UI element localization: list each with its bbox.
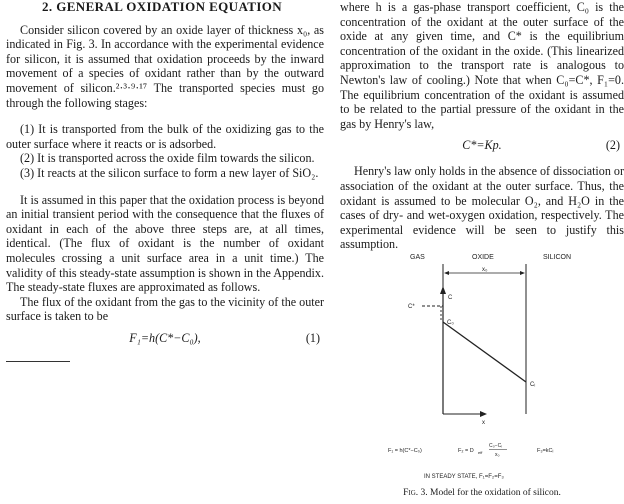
figure-caption-text: Model for the oxidation of silicon. [430,488,561,498]
figure-caption-label: Fig. 3. [403,488,428,498]
footnote-rule [6,361,70,362]
stage-1: (1) It is transported from the bulk of the oxidizing gas to the outer surface where it reacts or is adsorbed. [6,122,324,151]
section-heading: 2. GENERAL OXIDATION EQUATION [42,0,283,14]
flux-3: F₃=kCᵢ [537,448,554,454]
label-x: x [482,420,485,426]
paragraph-intro: Consider silicon covered by an oxide layer of thickness x₀, as indicated in Fig. 3. In accordance with the experimental evidence for silicon, it is assumed that oxidation proceeds by the inward movement of a species of oxidant rather than by the outward movement of silicon.²·³·⁹·¹⁷ The transported species must go through the following stages: [6,22,324,110]
flux-2-sub: eff [478,450,483,455]
stage-2: (2) It is transported across the oxide film towards the silicon. [20,151,315,166]
label-c: C [448,295,453,301]
paragraph-steady-state: It is assumed in this paper that the oxidation process is beyond an initial transient period with the consequence that the fluxes of oxidant in each of the above three steps are, at all times, identical. (The flux of oxidant is the number of oxidant molecules crossing a unit surface area in a unit time.) The validity of this steady-state assumption is shown in the Appendix. The steady-state fluxes are approximated as follows. [6,192,324,295]
flux-2-left: F₂ = D [458,448,474,454]
paragraph-where: where h is a gas-phase transport coefficient, C₀ is the concentration of the oxidant at the outer surface of the oxide at any given time, and C* is the equilibrium concentration of the oxidant in the oxide. (This linearized approximation to the transport rate is analogous to Newton's law of cooling.) Note that when C₀=C*, F₁=0. The equilibrium concentration of the oxidant is assumed to be related to the partial pressure of the oxidant in the gas by Henry's law, [340,0,624,131]
label-cstar: C* [408,304,415,310]
paragraph-flux: The flux of the oxidant from the gas to the vicinity of the outer surface is taken to be [6,294,324,324]
c-axis-arrowhead [440,286,446,294]
flux-2-den: x₀ [495,452,500,458]
equation-1-formula: F₁=h(C*−C₀), [129,330,201,345]
equation-1 [6,331,324,349]
steady-state-condition: IN STEADY STATE, F₁=F₂=F₃ [424,474,504,480]
equation-1-number: (1) [305,330,320,345]
equation-2-number: (2) [605,138,620,153]
left-column [6,0,324,362]
label-ci: Cᵢ [530,382,536,388]
right-column [340,0,624,252]
label-x0: x₀ [482,267,488,273]
label-oxide: OXIDE [472,254,494,261]
label-gas: GAS [410,254,425,261]
paragraph-henry: Henry's law only holds in the absence of dissociation or association of the oxidant at the outer surface. Thus, the oxidant is assumed to be molecular O₂, and H₂O in the cases of dry- and wet-oxygen oxidation, respectively. The experimental evidence will be seen to justify this assumption. [340,164,624,252]
label-silicon: SILICON [543,254,572,261]
figure-caption [340,488,624,498]
x-axis-arrowhead [480,411,487,417]
flux-1: F₁ = h(C*−C₀) [388,448,422,454]
flux-2-num: C₀−Cᵢ [489,443,503,449]
equation-2 [340,138,624,156]
figure-oxidation-model [340,246,624,486]
x0-arrow-left [444,271,449,275]
label-co: C₀ [447,320,454,326]
x0-arrow-right [520,271,525,275]
stage-3: (3) It reacts at the silicon surface to form a new layer of SiO₂. [20,165,319,180]
concentration-profile [443,322,526,382]
equation-2-formula: C*=Kp. [462,138,502,153]
